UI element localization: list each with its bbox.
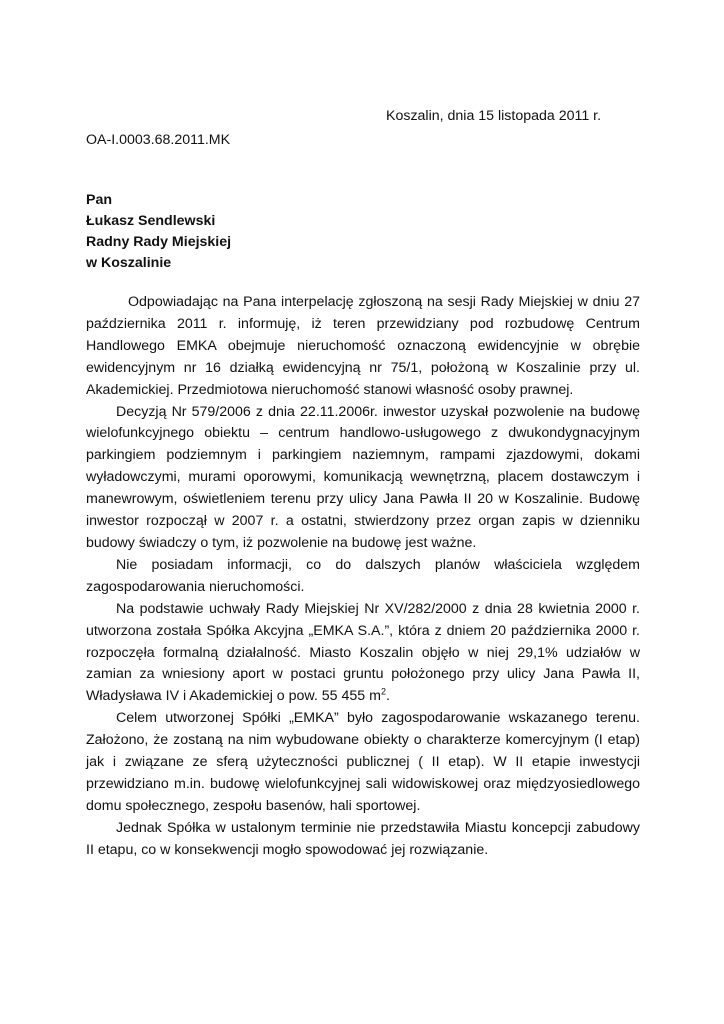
paragraph-3: Nie posiadam informacji, co do dalszych planów właściciela względem zagospodarowania nieruchomości. xyxy=(86,556,640,595)
recipient-name: Łukasz Sendlewski xyxy=(86,213,216,229)
paragraph-5: Celem utworzonej Spółki „EMKA” było zagospodarowanie wskazanego terenu. Założono, że zostaną na nim wybudowane obiekty o charakterze komercyjnym (I etap) jak i związane ze sferą użyteczności publicznej ( II etap). W II etapie inwestycji przewidziano m.in. budowę wielofunkcyjnej sali widowiskowej oraz międzyosiedlowego domu społecznego, zespołu basenów, hali sportowej. xyxy=(86,710,640,814)
paragraph-4-end: . xyxy=(385,688,390,705)
recipient-salutation: Pan xyxy=(86,192,113,208)
recipient-block xyxy=(86,190,231,274)
paragraph-6: Jednak Spółka w ustalonym terminie nie przedstawiła Miastu koncepcji zabudowy II etapu, co w konsekwencji mogło spowodować jej rozwiązanie. xyxy=(86,819,640,858)
area-unit-superscript: 2 xyxy=(380,686,386,697)
paragraph-4 xyxy=(86,599,640,709)
letter-body xyxy=(86,292,640,862)
recipient-location: w Koszalinie xyxy=(86,255,172,271)
reference-number: OA-I.0003.68.2011.MK xyxy=(86,132,231,148)
recipient-position: Radny Rady Miejskiej xyxy=(86,234,232,250)
paragraph-4-text: Na podstawie uchwały Rady Miejskiej Nr XV/282/2000 z dnia 28 kwietnia 2000 r. utworzona została Spółka Akcyjna „EMKA S.A.”, która z dniem 20 października 2000 r. rozpoczęła formalną działalność. Miasto Koszalin objęło w niej 29,1% udziałów w zamian za wniesiony aport w postaci gruntu położonego przy ulicy Jana Pawła II, Władysława IV i Akademickiej o pow. 55 455 m xyxy=(86,600,640,705)
paragraph-2: Decyzją Nr 579/2006 z dnia 22.11.2006r. inwestor uzyskał pozwolenie na budowę wielofunkcyjnego obiektu – centrum handlowo-usługowego z dwukondygnacyjnym parkingiem podziemnym i parkingiem naziemnym, rampami zjazdowymi, dokami wyładowczymi, murami oporowymi, komunikacją wewnętrzną, placem dostawczym i manewrowym, oświetleniem terenu przy ulicy Jana Pawła II 20 w Koszalinie. Budowę inwestor rozpoczął w 2007 r. a ostatni, stwierdzony przez organ zapis w dzienniku budowy świadczy o tym, iż pozwolenie na budowę jest ważne. xyxy=(86,403,640,551)
paragraph-1: Odpowiadając na Pana interpelację zgłoszoną na sesji Rady Miejskiej w dniu 27 października 2011 r. informuję, iż teren przewidziany pod rozbudowę Centrum Handlowego EMKA obejmuje nieruchomość oznaczoną ewidencyjnie w obrębie ewidencyjnym nr 16 działką ewidencyjną nr 75/1, położoną w Koszalinie przy ul. Akademickiej. Przedmiotowa nieruchomość stanowi własność osoby prawnej. xyxy=(86,294,640,398)
place-date: Koszalin, dnia 15 listopada 2011 r. xyxy=(386,108,602,124)
